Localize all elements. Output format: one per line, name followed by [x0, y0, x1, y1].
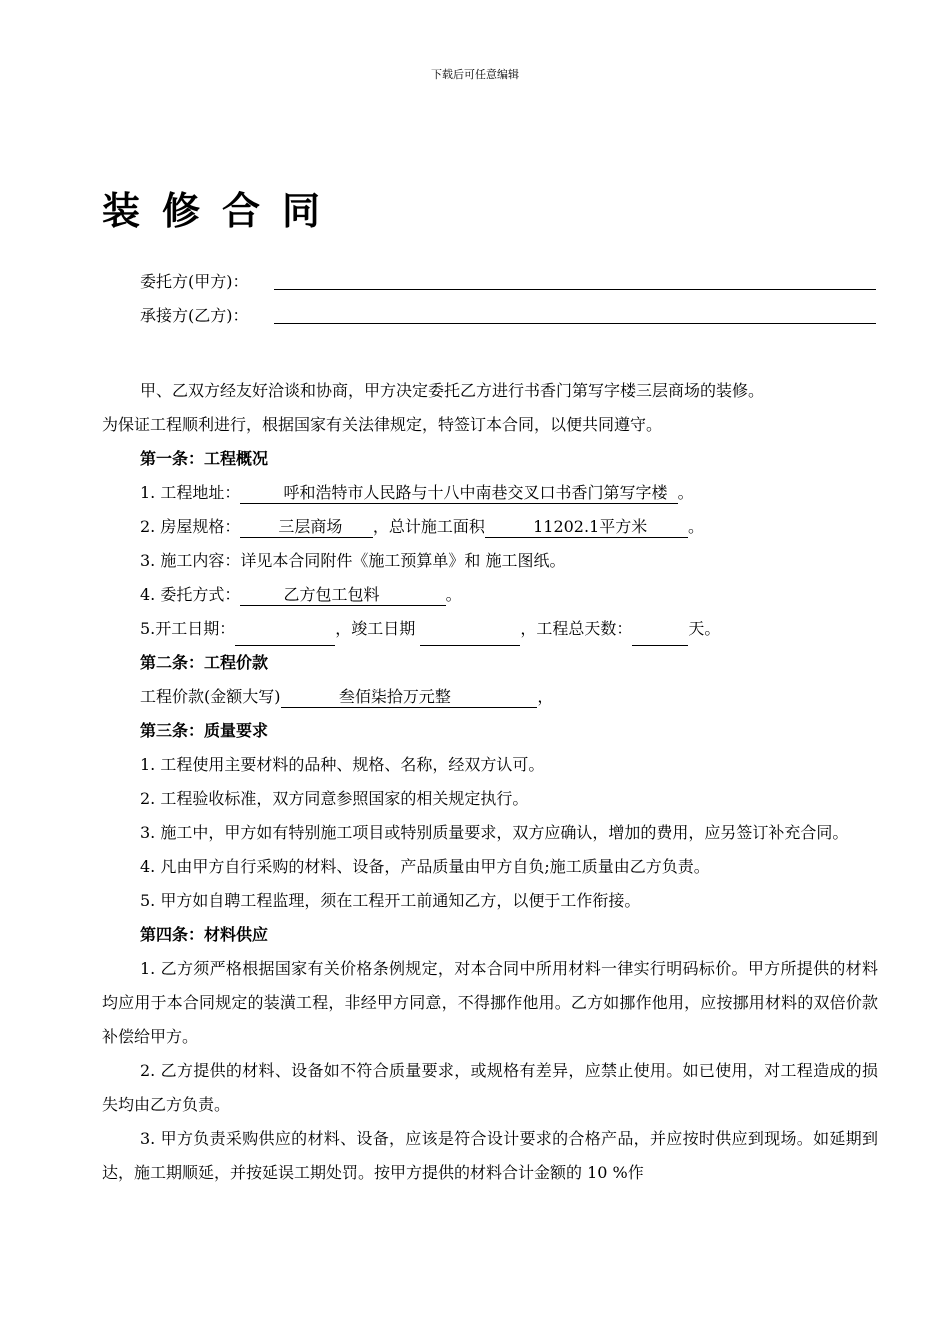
method-suffix: 。 [445, 585, 462, 604]
address-label: 1. 工程地址： [140, 483, 241, 502]
article-4-item: 1. 乙方须严格根据国家有关价格条例规定，对本合同中所用材料一律实行明码标价。甲方所提供的材料均应用于本合同规定的装潢工程，非经甲方同意，不得挪作他用。乙方如挪作他用，应按挪用材料的双倍价款补偿给甲方。 [102, 959, 878, 1046]
article-1-heading: 第一条：工程概况 [140, 449, 269, 468]
intro-line-2: 为保证工程顺利进行，根据国家有关法律规定，特签订本合同，以便共同遵守。 [102, 415, 663, 434]
article-3-item: 2. 工程验收标准，双方同意参照国家的相关规定执行。 [140, 789, 529, 808]
article-1-item-4 [102, 578, 878, 612]
party-b-label: 承接方(乙方)： [140, 306, 249, 325]
page-title: 装修合同 [102, 189, 343, 233]
spec-suffix: 。 [687, 517, 704, 536]
address-suffix: 。 [677, 483, 694, 502]
area-value: 11202.1平方米 [485, 517, 688, 538]
address-value: 呼和浩特市人民路与十八中南巷交叉口书香门第写字楼 [240, 483, 677, 504]
intro-line-1: 甲、乙双方经友好洽谈和协商，甲方决定委托乙方进行书香门第写字楼三层商场的装修。 [140, 381, 765, 400]
article-4-item: 3. 甲方负责采购供应的材料、设备，应该是符合设计要求的合格产品，并应按时供应到现场。如延期到达，施工期顺延，并按延误工期处罚。按甲方提供的材料合计金额的 10 %作 [102, 1129, 878, 1182]
area-label: ，总计施工面积 [372, 517, 485, 536]
article-2-heading: 第二条：工程价款 [140, 653, 269, 672]
spec-label: 2. 房屋规格： [140, 517, 241, 536]
article-4-heading: 第四条：材料供应 [140, 925, 269, 944]
party-b-field[interactable] [274, 323, 876, 324]
header-note: 下载后可任意编辑 [431, 68, 519, 81]
article-4-item: 2. 乙方提供的材料、设备如不符合质量要求，或规格有差异，应禁止使用。如已使用，对工程造成的损失均由乙方负责。 [102, 1061, 878, 1114]
article-3-item: 5. 甲方如自聘工程监理，须在工程开工前通知乙方，以便于工作衔接。 [140, 891, 641, 910]
days-unit: 天。 [688, 619, 721, 638]
article-1-item-2 [102, 510, 878, 544]
total-days-field[interactable] [632, 625, 688, 646]
article-1-item-5 [102, 612, 878, 646]
spec-value: 三层商场 [240, 517, 373, 538]
price-label: 工程价款(金额大写) [140, 687, 281, 706]
article-3-item: 3. 施工中，甲方如有特别施工项目或特别质量要求，双方应确认，增加的费用，应另签订补充合同。 [140, 823, 849, 842]
method-label: 4. 委托方式： [140, 585, 241, 604]
article-2-price [102, 680, 878, 714]
party-a-field[interactable] [274, 289, 876, 290]
party-a-label: 委托方(甲方)： [140, 272, 249, 291]
price-value: 叁佰柒拾万元整 [281, 687, 538, 708]
method-value: 乙方包工包料 [240, 585, 445, 606]
article-1-item-3: 3. 施工内容：详见本合同附件《施工预算单》和 施工图纸。 [140, 551, 566, 570]
end-date-field[interactable] [420, 625, 520, 646]
contract-body [102, 374, 878, 1190]
price-suffix: ， [537, 687, 554, 706]
article-3-item: 1. 工程使用主要材料的品种、规格、名称，经双方认可。 [140, 755, 545, 774]
article-1-item-1 [102, 476, 878, 510]
start-date-label: 5.开工日期： [140, 619, 236, 638]
end-date-label: ，竣工日期 [335, 619, 416, 638]
article-3-heading: 第三条：质量要求 [140, 721, 269, 740]
start-date-field[interactable] [235, 625, 335, 646]
total-days-label: ，工程总天数： [520, 619, 633, 638]
article-3-item: 4. 凡由甲方自行采购的材料、设备，产品质量由甲方自负;施工质量由乙方负责。 [140, 857, 710, 876]
